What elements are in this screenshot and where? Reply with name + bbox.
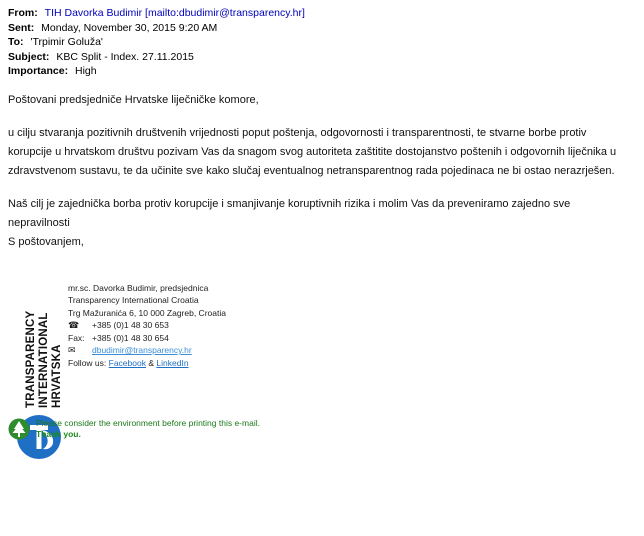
phone-icon: ☎	[68, 320, 80, 330]
logo-line-1: TRANSPARENCY	[25, 310, 37, 408]
header-label-to: To:	[8, 36, 24, 48]
facebook-link[interactable]: Facebook	[108, 357, 146, 368]
body-closing: S poštovanjem,	[8, 235, 84, 248]
email-signature	[8, 278, 626, 478]
signature-email-link[interactable]: dbudimir@transparency.hr	[92, 345, 192, 355]
signature-address: Trg Mažuranića 6, 10 000 Zagreb, Croatia	[68, 307, 226, 318]
body-salutation: Poštovani predsjedniče Hrvatske liječničke komore,	[8, 93, 259, 106]
header-value-from	[41, 6, 305, 21]
header-row-importance	[8, 64, 644, 79]
from-mailto-link[interactable]: TIH Davorka Budimir [mailto:dbudimir@transparency.hr]	[44, 7, 305, 19]
signature-fax-row	[68, 332, 226, 345]
signature-fax: +385 (0)1 48 30 654	[92, 332, 169, 343]
header-label-subject: Subject:	[8, 50, 50, 63]
header-value-subject: KBC Split - Index. 27.11.2015	[56, 50, 194, 63]
signature-follow-row	[68, 357, 226, 370]
signature-phone-row	[68, 319, 226, 332]
signature-email-row	[68, 344, 226, 357]
linkedin-link[interactable]: LinkedIn	[156, 357, 189, 368]
header-value-importance: High	[75, 65, 97, 77]
signature-details	[68, 282, 226, 370]
signature-name: mr.sc. Davorka Budimir, predsjednica	[68, 282, 209, 293]
body-paragraph-2: Naš cilj je zajednička borba protiv korupcije i smanjivanje koruptivnih rizika i molim Vas da preveniramo zajedno sve nepravilnosti	[8, 197, 571, 229]
header-row-sent	[8, 21, 644, 36]
eco-footer-text	[36, 418, 260, 440]
header-row-to	[8, 35, 644, 50]
header-value-to: 'Trpimir Goluža'	[30, 36, 103, 48]
eco-footer	[8, 418, 260, 440]
header-value-sent: Monday, November 30, 2015 9:20 AM	[41, 21, 218, 34]
body-paragraph-1: u cilju stvaranja pozitivnih društvenih vrijednosti poput poštenja, odgovornosti i transparentnosti, te stvarne borbe protiv korupcije u hrvatskom društvu pozivam Vas da snagom svog autoriteta zaštitite dostojanstvo poštenih i odgovornih liječnika u zdravstvenom sustavu, te da učinite sve kako slučaj eventualnog netransparentnog rada pojedinaca ne bi ostao nerazrješen.	[8, 126, 617, 177]
header-label-from: From:	[8, 7, 38, 19]
tree-icon	[8, 418, 30, 440]
envelope-icon: ✉	[68, 345, 76, 355]
email-header	[0, 0, 644, 79]
logo-line-2: INTERNATIONAL	[38, 311, 50, 408]
signature-follow-label: Follow us:	[68, 357, 107, 368]
signature-phone: +385 (0)1 48 30 653	[92, 320, 169, 330]
transparency-international-logo	[14, 282, 64, 472]
follow-separator: &	[148, 357, 155, 368]
eco-line-1: Please consider the environment before printing this e-mail.	[36, 418, 260, 428]
header-label-importance: Importance:	[8, 65, 69, 77]
header-label-sent: Sent:	[8, 21, 35, 34]
logo-wordmark	[14, 290, 63, 410]
signature-org: Transparency International Croatia	[68, 295, 199, 305]
eco-line-2: Thank you.	[36, 429, 81, 439]
header-row-subject	[8, 50, 644, 65]
header-row-from	[8, 6, 644, 21]
signature-fax-label: Fax:	[68, 332, 85, 343]
logo-line-3: HRVATSKA	[51, 343, 63, 408]
